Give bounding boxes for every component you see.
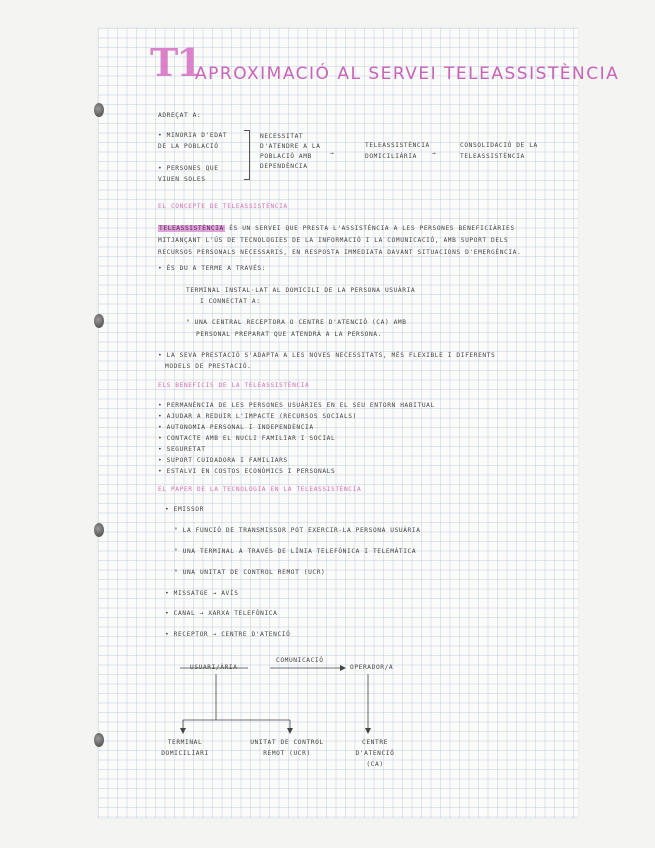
benefit-item: • CONTACTE AMB EL NUCLI FAMILIAR I SOCIAL [158, 435, 336, 442]
emissor-item: ° UNA UNITAT DE CONTROL REMOT (UCR) [174, 569, 326, 576]
service-text: TELEASSISTÈNCIA DOMICILIÀRIA [365, 142, 430, 160]
unit-number: T1 [150, 40, 201, 85]
message-label: • MISSATGE → AVÍS [165, 590, 239, 597]
intro-heading: ADREÇAT A: [158, 112, 202, 119]
centre-line-2: PERSONAL PREPARAT QUE ATENDRÀ A LA PERSONA. [196, 331, 382, 338]
concept-heading: EL CONCEPTE DE TELEASSISTÈNCIA [158, 203, 288, 210]
group-minors: • MINORIA D'EDAT DE LA POBLACIÓ [158, 132, 228, 150]
arrow-icon: → [330, 150, 335, 157]
benefit-item: • AJUDAR A REDUIR L'IMPACTE (RECURSOS SOCIALS) [158, 413, 357, 420]
page-title: APROXIMACIÓ AL SERVEI TELEASSISTÈNCIA [195, 64, 620, 84]
term-highlight: TELEASSISTÈNCIA [159, 225, 224, 232]
connected-line: I CONNECTAT A: [200, 298, 261, 305]
benefit-item: • SUPORT CUIDADORA I FAMILIARS [158, 457, 288, 464]
terminal-node: TERMINAL DOMICILIARI [161, 739, 209, 757]
operator-node: OPERADOR/A [350, 664, 394, 671]
benefits-heading: ELS BENEFICIS DE LA TELEASSISTÈNCIA [158, 382, 310, 389]
communication-label: COMUNICACIÓ [276, 657, 324, 664]
emissor-label: • EMISSOR [165, 506, 204, 513]
group-alone: • PERSONES QUE VIUEN SOLES [158, 165, 219, 183]
user-node: USUARI/ÀRIA [190, 664, 238, 671]
result-text: CONSOLIDACIÓ DE LA TELEASSISTÈNCIA [460, 142, 538, 160]
note-line-2: MODELS DE PRESTACIÓ. [165, 363, 252, 370]
benefit-item: • PERMANÈNCIA DE LES PERSONES USUÀRIES EN EL SEU ENTORN HABITUAL [158, 402, 435, 409]
terminal-line: TERMINAL INSTAL·LAT AL DOMICILI DE LA PERSONA USUÀRIA [186, 287, 416, 294]
ucr-node: UNITAT DE CONTROL REMOT (UCR) [250, 739, 324, 757]
receiver-label: • RECEPTOR → CENTRE D'ATENCIÓ [165, 631, 291, 638]
note-line: • LA SEVA PRESTACIÓ S'ADAPTA A LES NOVES NECESSITATS, MÉS FLEXIBLE I DIFERENTS [158, 352, 496, 359]
channel-label: • CANAL → XARXA TELEFÒNICA [165, 610, 278, 617]
centre-node: CENTRE D'ATENCIÓ (CA) [355, 739, 395, 768]
emissor-item: ° LA FUNCIÓ DE TRANSMISSOR POT EXERCIR-LA PERSONA USUÀRIA [174, 527, 421, 534]
centre-line: ° UNA CENTRAL RECEPTORA O CENTRE D'ATENCIÓ (CA) AMB [186, 319, 407, 326]
bullet-through: • ÉS DU A TERME A TRAVÉS: [158, 265, 267, 272]
definition-text: ÉS UN SERVEI QUE PRESTA L'ASSISTÈNCIA A LES PERSONES BENEFICIÀRIES MITJANÇANT L'ÚS DE TECNOLOGIES DE LA INFORMACIÓ I LA COMUNICACIÓ, AMB SUPORT DELS RECURSOS PERSONALS NECESSARIS, EN RESPOSTA IMMEDIATA DAVANT SITUACIONS D'EMERGÈNCIA. [158, 225, 522, 256]
arrow-icon: → [432, 150, 437, 157]
benefit-item: • SEGURETAT [158, 446, 206, 453]
technology-heading: EL PAPER DE LA TECNOLOGIA EN LA TELEASSISTÈNCIA [158, 486, 362, 493]
benefit-item: • AUTONOMIA PERSONAL I INDEPENDÈNCIA [158, 424, 314, 431]
benefit-item: • ESTALVI EN COSTOS ECONÒMICS I PERSONALS [158, 468, 336, 475]
need-text: NECESSITAT D'ATENDRE A LA POBLACIÓ AMB DEPENDÈNCIA [260, 133, 321, 170]
emissor-item: ° UNA TERMINAL A TRAVÉS DE LÍNIA TELEFÒNICA I TELEMÀTICA [174, 548, 417, 555]
